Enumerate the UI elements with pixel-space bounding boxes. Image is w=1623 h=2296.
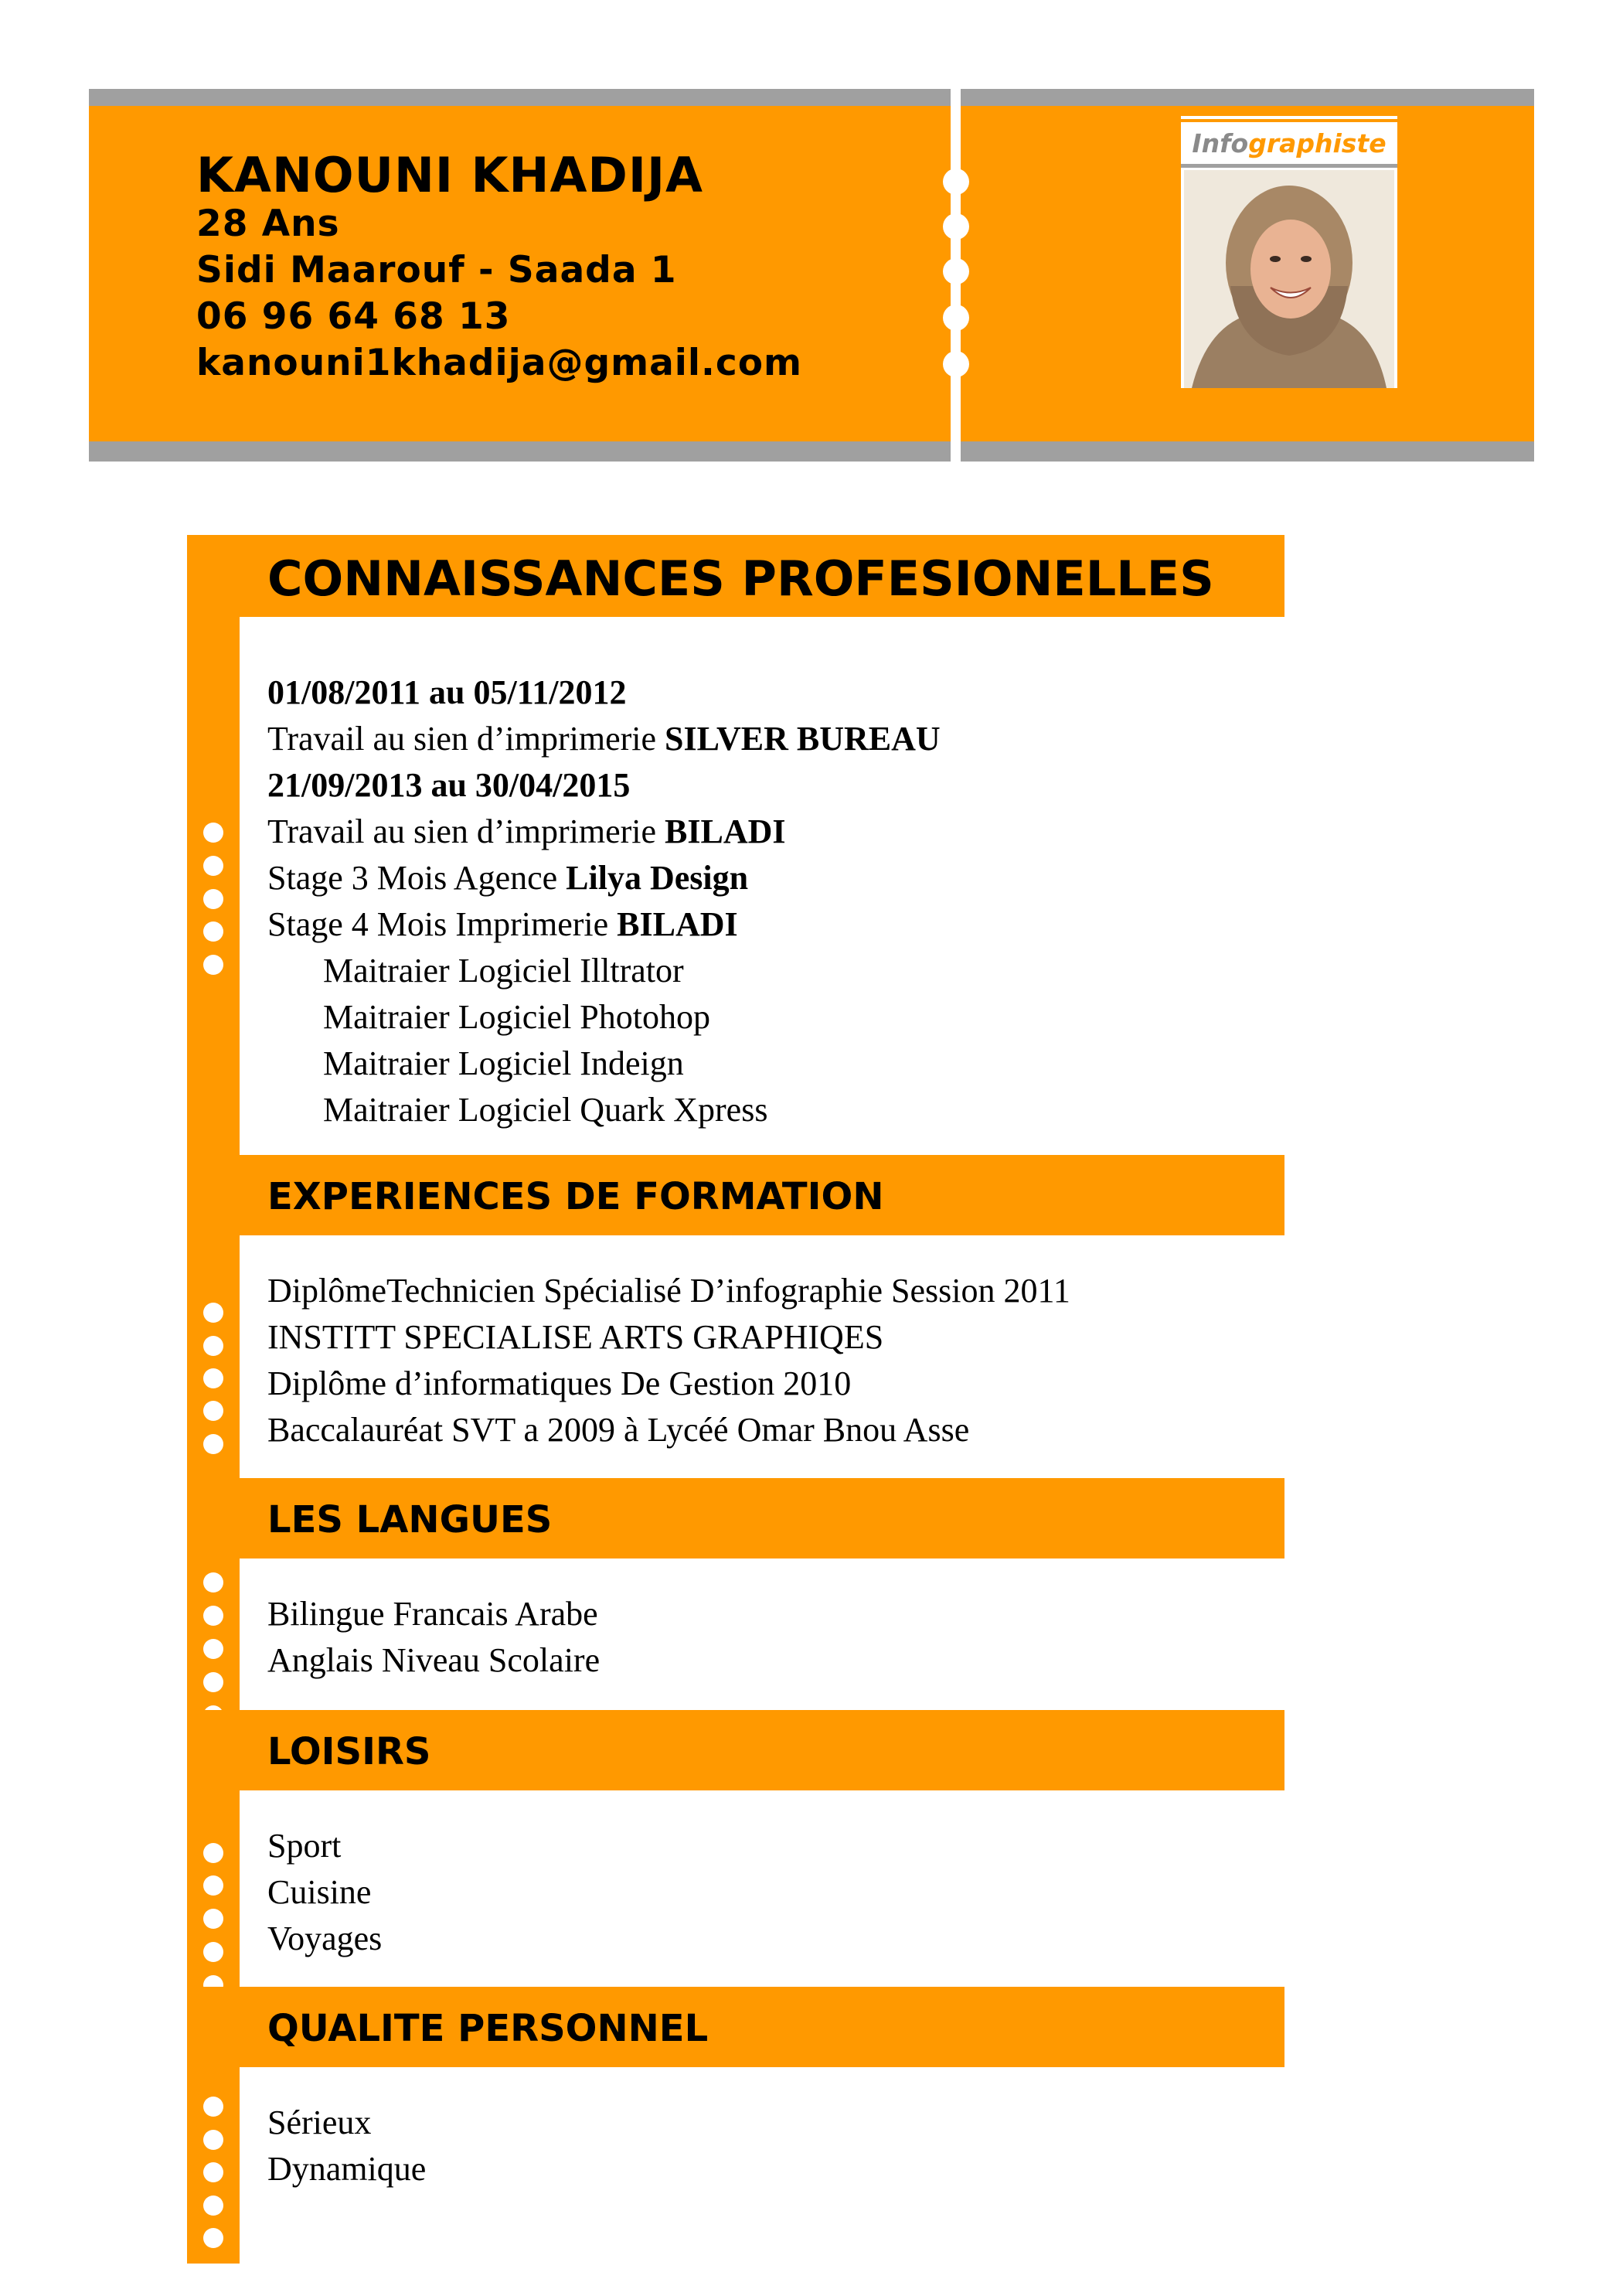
binder-dot-icon <box>203 856 223 876</box>
header-right-bottom-bar <box>961 441 1534 462</box>
section-title-langues: LES LANGUES <box>267 1498 553 1541</box>
binder-hole-icon <box>943 305 969 331</box>
list-item: DiplômeTechnicien Spécialisé D’infographie Session 2011 <box>267 1272 1070 1310</box>
binder-dot-icon <box>203 1639 223 1659</box>
candidate-address: Sidi Maarouf - Saada 1 <box>196 249 677 291</box>
skill-item: Maitraier Logiciel Illtrator <box>323 952 684 990</box>
list-item: Baccalauréat SVT a 2009 à Lycéé Omar Bnou Asse <box>267 1411 970 1449</box>
binder-dot-icon <box>203 2162 223 2182</box>
list-item: Dynamique <box>267 2150 427 2188</box>
loisirs-list <box>267 1823 382 1962</box>
header-right-top-bar <box>961 89 1534 106</box>
job-title-part2: graphiste <box>1248 128 1387 158</box>
binder-dot-icon <box>203 1606 223 1626</box>
list-item: Anglais Niveau Scolaire <box>267 1641 601 1679</box>
candidate-phone: 06 96 64 68 13 <box>196 295 511 338</box>
section-title-qualite: QUALITE PERSONNEL <box>267 2007 709 2050</box>
candidate-name: KANOUNI KHADIJA <box>196 147 704 203</box>
binder-dot-icon <box>203 1572 223 1593</box>
formation-list <box>267 1268 1070 1453</box>
list-item: Cuisine <box>267 1873 372 1911</box>
binder-dot-icon <box>203 1434 223 1454</box>
list-item: Voyages <box>267 1920 383 1957</box>
list-item: 21/09/2013 au 30/04/2015 <box>267 766 631 804</box>
photo-label-top-line <box>1181 119 1397 122</box>
binder-dot-icon <box>203 1401 223 1421</box>
header-left-top-bar <box>89 89 951 106</box>
binder-hole-icon <box>943 213 969 240</box>
binder-dot-icon <box>203 2228 223 2248</box>
list-item: Sport <box>267 1827 342 1865</box>
list-item: 01/08/2011 au 05/11/2012 <box>267 673 627 711</box>
photo-label-bottom-line <box>1181 164 1397 168</box>
binder-hole-icon <box>943 351 969 377</box>
binder-dot-icon <box>203 2130 223 2150</box>
job-title-part1: Info <box>1192 128 1249 158</box>
list-item: Travail au sien d’imprimerie BILADI <box>267 812 786 850</box>
binder-dot-icon <box>203 955 223 975</box>
binder-dot-icon <box>203 1875 223 1896</box>
connaissances-list <box>267 669 941 1133</box>
binder-dot-icon <box>203 2097 223 2117</box>
list-item: Travail au sien d’imprimerie SILVER BUREAU <box>267 720 941 758</box>
candidate-age: 28 Ans <box>196 203 340 245</box>
binder-dot-icon <box>203 1368 223 1388</box>
binder-dot-icon <box>203 889 223 909</box>
skill-item: Maitraier Logiciel Photohop <box>323 998 710 1036</box>
list-item: Stage 4 Mois Imprimerie BILADI <box>267 905 738 943</box>
skill-item: Maitraier Logiciel Indeign <box>323 1044 684 1082</box>
binder-hole-icon <box>943 258 969 284</box>
job-title-label <box>1181 125 1397 162</box>
binder-dot-icon <box>203 1909 223 1929</box>
binder-hole-icon <box>943 169 969 195</box>
langues-list <box>267 1591 600 1684</box>
list-item: Bilingue Francais Arabe <box>267 1595 598 1633</box>
list-item: Diplôme d’informatiques De Gestion 2010 <box>267 1364 852 1402</box>
qualite-list <box>267 2100 426 2192</box>
binder-dot-icon <box>203 921 223 942</box>
list-item: Sérieux <box>267 2104 372 2141</box>
binder-dot-icon <box>203 1843 223 1863</box>
binder-dot-icon <box>203 1672 223 1692</box>
binder-dot-icon <box>203 1942 223 1962</box>
skill-item: Maitraier Logiciel Quark Xpress <box>323 1091 768 1129</box>
list-item: Stage 3 Mois Agence Lilya Design <box>267 859 749 897</box>
list-item: INSTITT SPECIALISE ARTS GRAPHIQES <box>267 1318 884 1356</box>
candidate-email: kanouni1khadija@gmail.com <box>196 342 802 384</box>
binder-dot-icon <box>203 2196 223 2216</box>
profile-photo <box>1184 170 1394 388</box>
section-title-loisirs: LOISIRS <box>267 1730 431 1773</box>
profile-photo-icon <box>1184 170 1394 388</box>
binder-dot-icon <box>203 1336 223 1356</box>
binder-dot-icon <box>203 1303 223 1323</box>
section-title-formation: EXPERIENCES DE FORMATION <box>267 1175 884 1218</box>
section-title-connaissances: CONNAISSANCES PROFESIONELLES <box>267 550 1214 607</box>
binder-dot-icon <box>203 823 223 843</box>
header-left-bottom-bar <box>89 441 951 462</box>
